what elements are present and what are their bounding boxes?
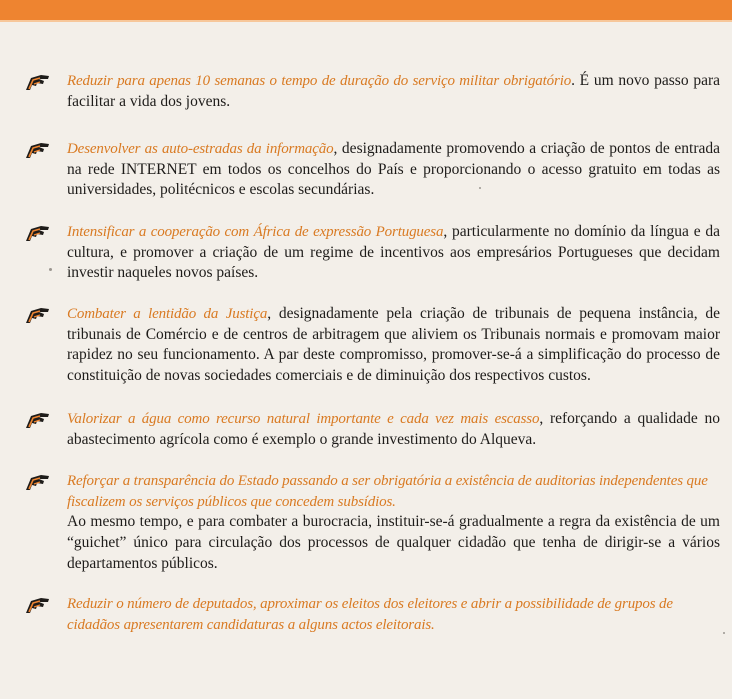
item-text: , designadamente pela criação de tribunais de pequena instância, de tribunais de Comércio e de centros de arbitragem que aliviem os Tribunais normais e promovam maior rapidez no seu funcionamento. A par deste compromisso, promover-se-á a simplificação do processo de constituição de novas sociedades comerciais e de diminuição dos respectivos custos.	[67, 305, 721, 385]
top-orange-bar	[0, 0, 732, 20]
item-text: , particularmente no domínio da língua e da cultura, e promover a criação de um regime de incentivos aos empresários Portugueses que decidam investir naqueles novos países.	[67, 223, 720, 282]
top-bar-edge	[0, 20, 732, 22]
item-paragraph	[34, 71, 720, 112]
item-text: , reforçando a qualidade no abastecimento agrícola como é exemplo o grande investimento do Alqueva.	[67, 410, 720, 448]
item-highlight: Reduzir o número de deputados, aproximar os eleitos dos eleitores e abrir a possibilidade de grupos de cidadãos apresentarem candidaturas a alguns actos eleitorais.	[67, 596, 673, 633]
list-item	[34, 71, 720, 112]
hand-pointing-icon	[24, 223, 50, 243]
item-paragraph	[34, 409, 720, 450]
item-paragraph	[34, 304, 720, 387]
item-text: . É um novo passo para facilitar a vida dos jovens.	[67, 72, 720, 110]
item-highlight: Intensificar a cooperação com África de expressão Portuguesa	[67, 224, 444, 240]
list-item	[34, 139, 720, 201]
paper-speck	[723, 632, 725, 634]
hand-pointing-icon	[24, 472, 50, 492]
item-paragraph	[34, 471, 720, 575]
item-highlight: Desenvolver as auto-estradas da informação	[67, 141, 334, 157]
item-paragraph	[34, 594, 720, 635]
item-text: , designadamente promovendo a criação de pontos de entrada na rede INTERNET em todos os concelhos do País e proporcionando o acesso gratuito em todas as universidades, politécnicos e escolas secundárias.	[67, 140, 720, 199]
list-item	[34, 222, 720, 284]
list-item	[34, 304, 720, 387]
paper-speck	[479, 187, 481, 189]
item-highlight: Valorizar a água como recurso natural importante e cada vez mais escasso	[67, 411, 540, 427]
hand-pointing-icon	[24, 410, 50, 430]
hand-pointing-icon	[24, 305, 50, 325]
item-text: Ao mesmo tempo, e para combater a burocracia, instituir-se-á gradualmente a regra da existência de um “guichet” único para circulação dos processos de qualquer cidadão que tenha de dirigir-se a vários departamentos públicos.	[67, 513, 720, 572]
hand-pointing-icon	[24, 140, 50, 160]
item-highlight: Combater a lentidão da Justiça	[67, 306, 268, 322]
paper-speck	[49, 268, 52, 271]
item-highlight: Reduzir para apenas 10 semanas o tempo de duração do serviço militar obrigatório	[67, 73, 572, 89]
list-item	[34, 471, 720, 575]
item-paragraph	[34, 222, 720, 284]
list-item	[34, 409, 720, 450]
list-item	[34, 594, 720, 635]
item-paragraph	[34, 139, 720, 201]
hand-pointing-icon	[24, 72, 50, 92]
hand-pointing-icon	[24, 595, 50, 615]
item-highlight: Reforçar a transparência do Estado passando a ser obrigatória a existência de auditorias independentes que fiscalizem os serviços públicos que concedem subsídios.	[67, 473, 708, 510]
